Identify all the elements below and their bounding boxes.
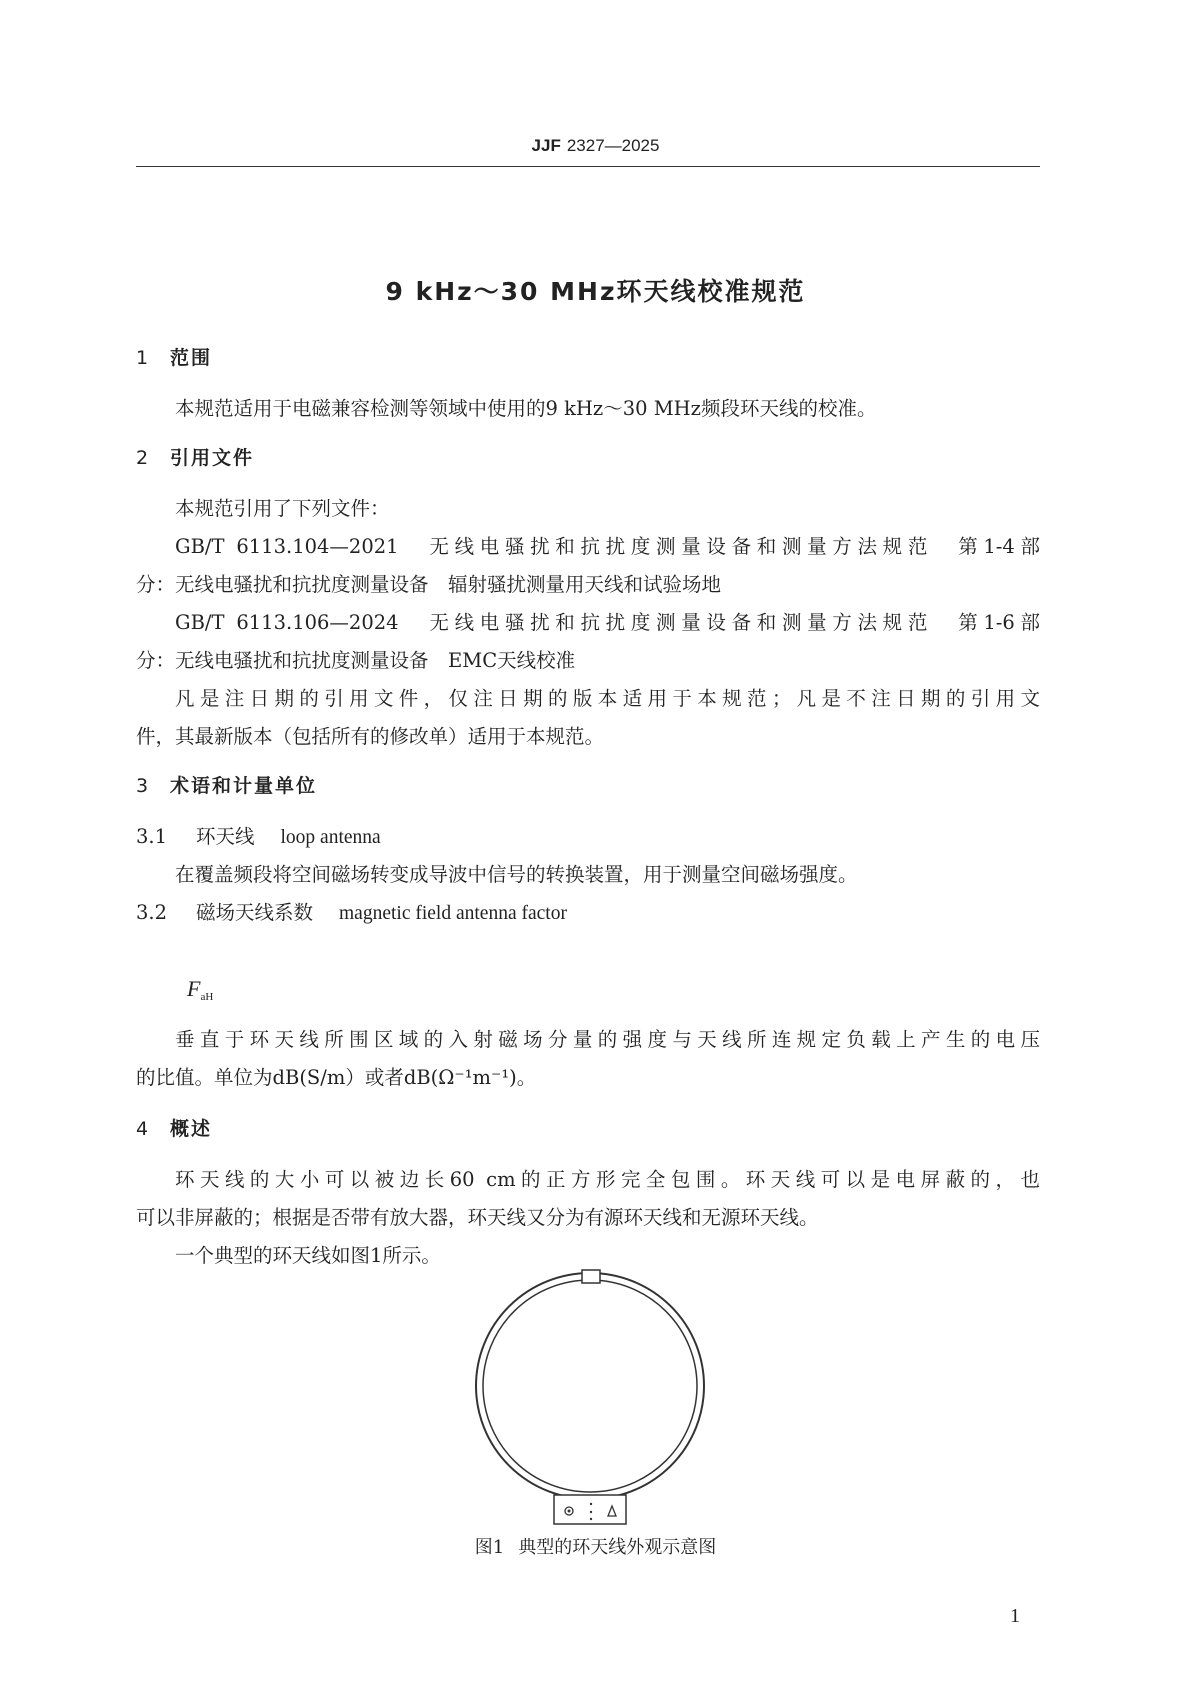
- term-3-1: [136, 821, 381, 849]
- base-indicator-dot-icon: [590, 1503, 592, 1505]
- section-4-heading: [136, 1114, 212, 1141]
- section-1-heading: [136, 343, 212, 370]
- section-3-heading: [136, 771, 317, 798]
- reference-2-line-2: 分：无线电骚扰和抗扰度测量设备 EMC天线校准: [136, 649, 576, 672]
- section-number: 4: [136, 1118, 151, 1140]
- section-title: 概述: [170, 1118, 213, 1140]
- term-3-2-definition-line-2: 的比值。单位为dB(S/m）或者dB(Ω⁻¹m⁻¹)。: [136, 1066, 537, 1089]
- term-cn: 环天线: [196, 825, 255, 848]
- section-2-note-line-1: 凡是注日期的引用文件，仅注日期的版本适用于本规范；凡是不注日期的引用文: [175, 687, 1040, 710]
- symbol-letter: F: [187, 976, 201, 1001]
- section-4-paragraph-line-2: 可以非屏蔽的；根据是否带有放大器，环天线又分为有源环天线和无源环天线。: [136, 1206, 819, 1229]
- base-indicator-dot-icon: [590, 1511, 592, 1513]
- term-cn: 磁场天线系数: [196, 901, 314, 924]
- header-number: 2327—2025: [566, 136, 660, 155]
- running-header: [0, 136, 1191, 156]
- base-connector-center-icon: [568, 1510, 571, 1513]
- section-4-paragraph-line-1: 环天线的大小可以被边长60 cm的正方形完全包围。环天线可以是电屏蔽的，也: [175, 1168, 1040, 1191]
- document-title: 9 kHz～30 MHz环天线校准规范: [385, 277, 806, 306]
- section-2-heading: [136, 443, 254, 470]
- ring-gap-joint: [582, 1270, 600, 1283]
- loop-antenna-ring: [476, 1273, 704, 1499]
- section-1-paragraph: 本规范适用于电磁兼容检测等领域中使用的9 kHz～30 MHz频段环天线的校准。: [175, 397, 877, 420]
- section-2-note-line-2: 件，其最新版本（包括所有的修改单）适用于本规范。: [136, 725, 605, 748]
- term-3-2: [136, 897, 567, 925]
- loop-antenna-figure: [468, 1268, 718, 1526]
- section-number: 1: [136, 347, 151, 369]
- header-code: JJF: [531, 136, 561, 155]
- term-3-1-definition: 在覆盖频段将空间磁场转变成导波中信号的转换装置，用于测量空间磁场强度。: [175, 863, 858, 886]
- section-number: 2: [136, 447, 151, 469]
- term-number: 3.1: [136, 825, 168, 848]
- term-en: magnetic field antenna factor: [339, 903, 567, 924]
- symbol-subscript: aH: [200, 991, 214, 1003]
- section-title: 引用文件: [170, 447, 255, 469]
- term-symbol: [187, 976, 213, 1003]
- base-indicator-dot-icon: [590, 1518, 592, 1520]
- section-title: 范围: [170, 347, 213, 369]
- figure-title: 典型的环天线外观示意图: [518, 1537, 717, 1558]
- reference-1-line-1: GB/T 6113.104—2021 无线电骚扰和抗扰度测量设备和测量方法规范 第1-4部: [175, 535, 1040, 558]
- section-2-intro: 本规范引用了下列文件：: [175, 497, 390, 520]
- reference-1-line-2: 分：无线电骚扰和抗扰度测量设备 辐射骚扰测量用天线和试验场地: [136, 573, 722, 596]
- section-number: 3: [136, 775, 151, 797]
- term-en: loop antenna: [280, 827, 381, 848]
- term-3-2-definition-line-1: 垂直于环天线所围区域的入射磁场分量的强度与天线所连规定负载上产生的电压: [175, 1028, 1040, 1051]
- figure-caption: [0, 1533, 1191, 1559]
- figure-label: 图1: [474, 1537, 505, 1558]
- section-title: 术语和计量单位: [170, 775, 318, 797]
- header-rule: [136, 166, 1040, 167]
- term-number: 3.2: [136, 901, 168, 924]
- reference-2-line-1: GB/T 6113.106—2024 无线电骚扰和抗扰度测量设备和测量方法规范 第1-6部: [175, 611, 1040, 634]
- page-number: 1: [1010, 1605, 1020, 1627]
- section-4-figure-reference: 一个典型的环天线如图1所示。: [175, 1244, 441, 1267]
